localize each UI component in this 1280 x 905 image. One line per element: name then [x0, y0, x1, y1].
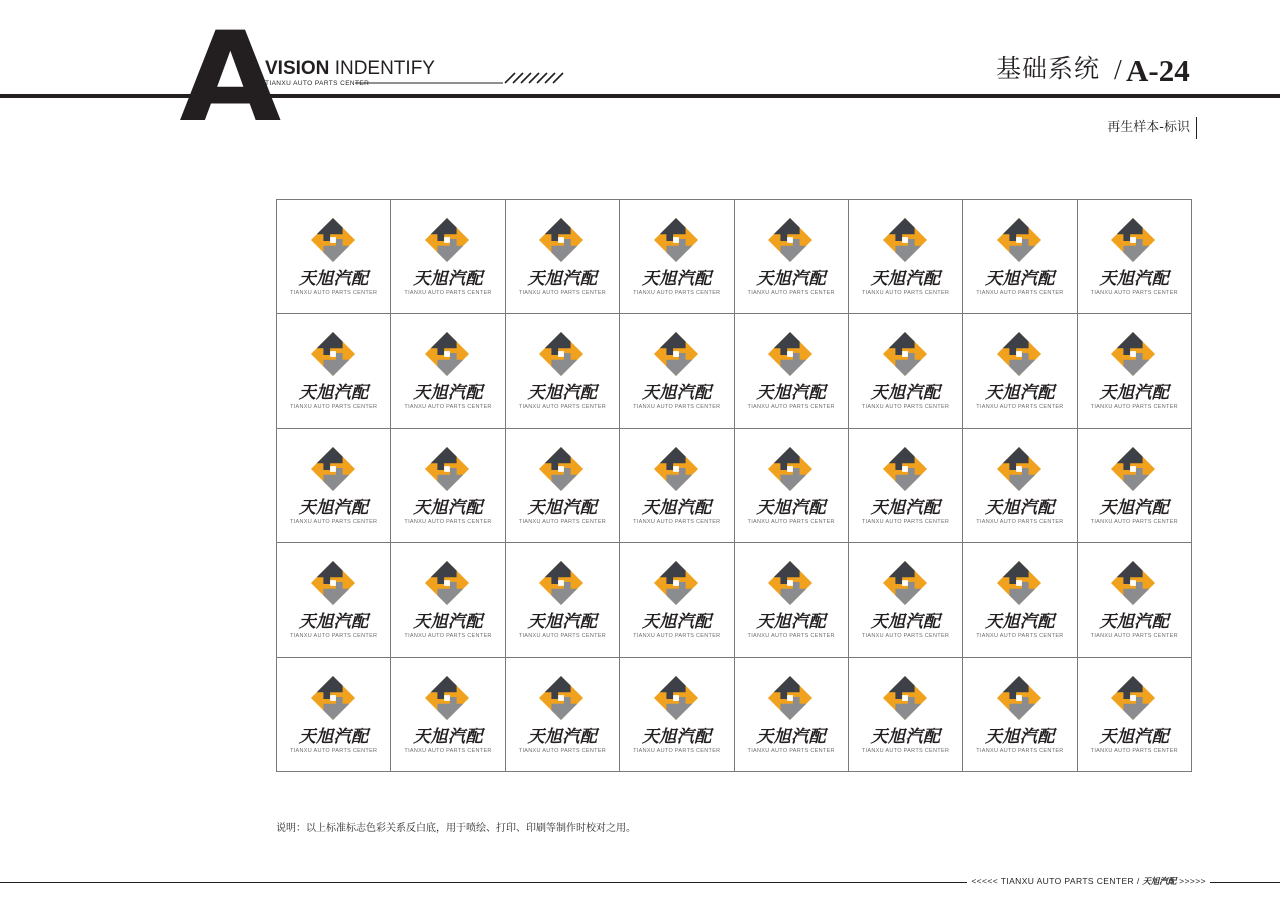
logo-name-cn: 天旭汽配 — [641, 497, 712, 518]
vision-title-regular: INDENTIFY — [334, 58, 435, 79]
logo-name-cn: 天旭汽配 — [641, 726, 712, 747]
logo-name-en: TIANXU AUTO PARTS CENTER — [861, 290, 950, 296]
logo-name-cn: 天旭汽配 — [870, 612, 941, 633]
page-code: A-24 — [1126, 53, 1190, 88]
logo-name-cn: 天旭汽配 — [413, 497, 484, 518]
logo-cell — [963, 314, 1077, 428]
logo-cell — [849, 543, 963, 657]
logo-mark-icon — [996, 560, 1042, 606]
logo-mark-icon — [653, 331, 699, 377]
logo-name-cn: 天旭汽配 — [527, 269, 598, 289]
logo-mark-icon — [424, 217, 470, 263]
subtitle-divider — [1196, 117, 1197, 139]
logo-cell — [391, 200, 505, 314]
logo-name-cn: 天旭汽配 — [641, 383, 712, 404]
logo-name-cn: 天旭汽配 — [1099, 726, 1170, 747]
logo-cell — [735, 314, 849, 428]
footer — [967, 875, 1210, 888]
logo-cell — [963, 429, 1077, 543]
logo-cell — [735, 429, 849, 543]
logo-name-cn: 天旭汽配 — [298, 726, 369, 747]
logo-mark-icon — [310, 560, 356, 606]
logo-name-en: TIANXU AUTO PARTS CENTER — [976, 747, 1064, 754]
logo-name-cn: 天旭汽配 — [756, 497, 827, 518]
logo-mark-icon — [767, 675, 813, 721]
logo-cell — [849, 314, 963, 428]
logo-name-en: TIANXU AUTO PARTS CENTER — [861, 747, 950, 754]
logo-cell — [1078, 429, 1192, 543]
logo-name-cn: 天旭汽配 — [641, 269, 712, 289]
logo-name-en: TIANXU AUTO PARTS CENTER — [404, 633, 492, 640]
logo-name-cn: 天旭汽配 — [870, 497, 941, 518]
logo-name-cn: 天旭汽配 — [984, 383, 1055, 404]
logo-cell — [506, 543, 620, 657]
logo-mark-icon — [1110, 331, 1156, 377]
logo-cell — [620, 658, 734, 772]
logo-mark-icon — [882, 446, 928, 492]
logo-cell — [1078, 658, 1192, 772]
logo-cell — [735, 658, 849, 772]
logo-name-cn: 天旭汽配 — [527, 612, 598, 633]
logo-cell — [963, 658, 1077, 772]
logo-mark-icon — [996, 331, 1042, 377]
logo-name-en: TIANXU AUTO PARTS CENTER — [633, 290, 721, 296]
logo-name-en: TIANXU AUTO PARTS CENTER — [633, 518, 721, 525]
logo-sample-grid — [276, 199, 1192, 772]
logo-name-cn: 天旭汽配 — [527, 383, 598, 404]
logo-name-cn: 天旭汽配 — [413, 726, 484, 747]
page-subtitle: 再生样本-标识 — [1107, 120, 1190, 135]
logo-cell — [277, 429, 391, 543]
logo-name-en: TIANXU AUTO PARTS CENTER — [404, 290, 492, 296]
logo-cell — [1078, 200, 1192, 314]
logo-mark-icon — [310, 331, 356, 377]
logo-cell — [277, 543, 391, 657]
logo-name-en: TIANXU AUTO PARTS CENTER — [747, 633, 835, 640]
logo-mark-icon — [653, 560, 699, 606]
logo-name-cn: 天旭汽配 — [641, 612, 712, 633]
logo-name-cn: 天旭汽配 — [413, 383, 484, 404]
logo-mark-icon — [1110, 560, 1156, 606]
logo-name-en: TIANXU AUTO PARTS CENTER — [633, 633, 721, 640]
logo-mark-icon — [1110, 217, 1156, 263]
logo-cell — [391, 658, 505, 772]
logo-mark-icon — [424, 675, 470, 721]
footer-brand: 天旭汽配 — [1142, 876, 1177, 886]
logo-mark-icon — [767, 217, 813, 263]
logo-mark-icon — [538, 446, 584, 492]
footer-text: TIANXU AUTO PARTS CENTER — [1000, 876, 1135, 886]
logo-cell — [277, 200, 391, 314]
logo-cell — [963, 543, 1077, 657]
logo-name-cn: 天旭汽配 — [870, 726, 941, 747]
logo-name-en: TIANXU AUTO PARTS CENTER — [290, 404, 378, 411]
logo-cell — [1078, 314, 1192, 428]
logo-mark-icon — [310, 217, 356, 263]
logo-mark-icon — [996, 446, 1042, 492]
logo-cell — [849, 429, 963, 543]
logo-cell — [620, 314, 734, 428]
logo-name-en: TIANXU AUTO PARTS CENTER — [976, 290, 1064, 296]
logo-mark-icon — [996, 675, 1042, 721]
logo-name-en: TIANXU AUTO PARTS CENTER — [861, 404, 950, 411]
logo-name-cn: 天旭汽配 — [756, 726, 827, 747]
page-slash: / — [1114, 55, 1122, 86]
section-title: 基础系统 — [996, 54, 1101, 83]
logo-name-cn: 天旭汽配 — [870, 383, 941, 404]
logo-mark-icon — [882, 560, 928, 606]
logo-name-en: TIANXU AUTO PARTS CENTER — [747, 747, 835, 754]
logo-cell — [506, 658, 620, 772]
logo-cell — [620, 543, 734, 657]
logo-name-en: TIANXU AUTO PARTS CENTER — [1090, 290, 1178, 296]
logo-name-cn: 天旭汽配 — [298, 612, 369, 633]
logo-name-en: TIANXU AUTO PARTS CENTER — [633, 747, 721, 754]
logo-name-cn: 天旭汽配 — [756, 269, 827, 289]
vision-title-bold: VISION — [265, 58, 330, 79]
logo-cell — [506, 200, 620, 314]
logo-mark-icon — [767, 560, 813, 606]
logo-name-en: TIANXU AUTO PARTS CENTER — [1090, 404, 1178, 411]
logo-mark-icon — [882, 331, 928, 377]
logo-name-en: TIANXU AUTO PARTS CENTER — [290, 518, 378, 525]
logo-cell — [735, 543, 849, 657]
logo-name-cn: 天旭汽配 — [1099, 497, 1170, 518]
logo-cell — [849, 200, 963, 314]
logo-mark-icon — [538, 331, 584, 377]
logo-cell — [391, 429, 505, 543]
logo-name-en: TIANXU AUTO PARTS CENTER — [976, 518, 1064, 525]
logo-mark-icon — [310, 446, 356, 492]
logo-cell — [506, 429, 620, 543]
logo-cell — [391, 314, 505, 428]
swoosh-decoration — [355, 70, 570, 86]
logo-name-cn: 天旭汽配 — [984, 497, 1055, 518]
logo-name-en: TIANXU AUTO PARTS CENTER — [747, 404, 835, 411]
logo-mark-icon — [882, 675, 928, 721]
logo-cell — [277, 658, 391, 772]
logo-cell — [506, 314, 620, 428]
logo-mark-icon — [996, 217, 1042, 263]
logo-cell — [277, 314, 391, 428]
logo-cell — [391, 543, 505, 657]
logo-name-en: TIANXU AUTO PARTS CENTER — [518, 747, 607, 754]
logo-mark-icon — [424, 331, 470, 377]
logo-name-en: TIANXU AUTO PARTS CENTER — [518, 290, 607, 296]
logo-name-cn: 天旭汽配 — [298, 383, 369, 404]
logo-cell — [620, 429, 734, 543]
logo-name-cn: 天旭汽配 — [1099, 383, 1170, 404]
logo-mark-icon — [767, 331, 813, 377]
logo-name-cn: 天旭汽配 — [756, 383, 827, 404]
logo-name-en: TIANXU AUTO PARTS CENTER — [1090, 633, 1178, 640]
logo-name-en: TIANXU AUTO PARTS CENTER — [1090, 747, 1178, 754]
logo-name-cn: 天旭汽配 — [413, 612, 484, 633]
logo-name-en: TIANXU AUTO PARTS CENTER — [518, 404, 607, 411]
logo-name-en: TIANXU AUTO PARTS CENTER — [747, 290, 835, 296]
logo-mark-icon — [538, 217, 584, 263]
logo-cell — [735, 200, 849, 314]
logo-mark-icon — [653, 217, 699, 263]
logo-mark-icon — [1110, 675, 1156, 721]
logo-name-cn: 天旭汽配 — [1099, 612, 1170, 633]
logo-name-cn: 天旭汽配 — [870, 269, 941, 289]
logo-name-en: TIANXU AUTO PARTS CENTER — [747, 518, 835, 525]
logo-name-en: TIANXU AUTO PARTS CENTER — [290, 747, 378, 754]
logo-mark-icon — [424, 560, 470, 606]
footer-divider: / — [1136, 876, 1140, 886]
vision-subtitle: TIANXU AUTO PARTS CENTER — [265, 80, 370, 87]
logo-mark-icon — [882, 217, 928, 263]
logo-mark-icon — [653, 446, 699, 492]
logo-name-cn: 天旭汽配 — [1099, 269, 1170, 289]
logo-name-en: TIANXU AUTO PARTS CENTER — [404, 518, 492, 525]
logo-name-cn: 天旭汽配 — [298, 497, 369, 518]
logo-name-en: TIANXU AUTO PARTS CENTER — [861, 633, 950, 640]
logo-cell — [1078, 543, 1192, 657]
logo-name-en: TIANXU AUTO PARTS CENTER — [404, 747, 492, 754]
logo-name-en: TIANXU AUTO PARTS CENTER — [518, 633, 607, 640]
logo-mark-icon — [767, 446, 813, 492]
logo-name-cn: 天旭汽配 — [413, 269, 484, 289]
logo-name-en: TIANXU AUTO PARTS CENTER — [290, 290, 378, 296]
logo-name-cn: 天旭汽配 — [527, 726, 598, 747]
logo-cell — [963, 200, 1077, 314]
logo-name-en: TIANXU AUTO PARTS CENTER — [861, 518, 950, 525]
logo-name-en: TIANXU AUTO PARTS CENTER — [518, 518, 607, 525]
logo-mark-icon — [653, 675, 699, 721]
logo-name-cn: 天旭汽配 — [984, 726, 1055, 747]
logo-mark-icon — [1110, 446, 1156, 492]
logo-name-en: TIANXU AUTO PARTS CENTER — [633, 404, 721, 411]
logo-name-en: TIANXU AUTO PARTS CENTER — [290, 633, 378, 640]
logo-name-en: TIANXU AUTO PARTS CENTER — [976, 633, 1064, 640]
logo-mark-icon — [424, 446, 470, 492]
usage-note: 说明：以上标准标志色彩关系反白底，用于喷绘、打印、印刷等制作时校对之用。 — [276, 823, 636, 834]
logo-name-cn: 天旭汽配 — [756, 612, 827, 633]
section-letter: A — [179, 6, 277, 150]
logo-name-en: TIANXU AUTO PARTS CENTER — [404, 404, 492, 411]
footer-right-arrows: >>>>> — [1179, 876, 1206, 886]
logo-mark-icon — [538, 560, 584, 606]
logo-mark-icon — [538, 675, 584, 721]
logo-name-cn: 天旭汽配 — [527, 497, 598, 518]
logo-cell — [620, 200, 734, 314]
logo-cell — [849, 658, 963, 772]
logo-name-cn: 天旭汽配 — [984, 612, 1055, 633]
logo-name-en: TIANXU AUTO PARTS CENTER — [976, 404, 1064, 411]
logo-name-cn: 天旭汽配 — [984, 269, 1055, 289]
logo-name-en: TIANXU AUTO PARTS CENTER — [1090, 518, 1178, 525]
logo-mark-icon — [310, 675, 356, 721]
footer-left-arrows: <<<<< — [971, 876, 999, 886]
logo-name-cn: 天旭汽配 — [298, 269, 369, 289]
